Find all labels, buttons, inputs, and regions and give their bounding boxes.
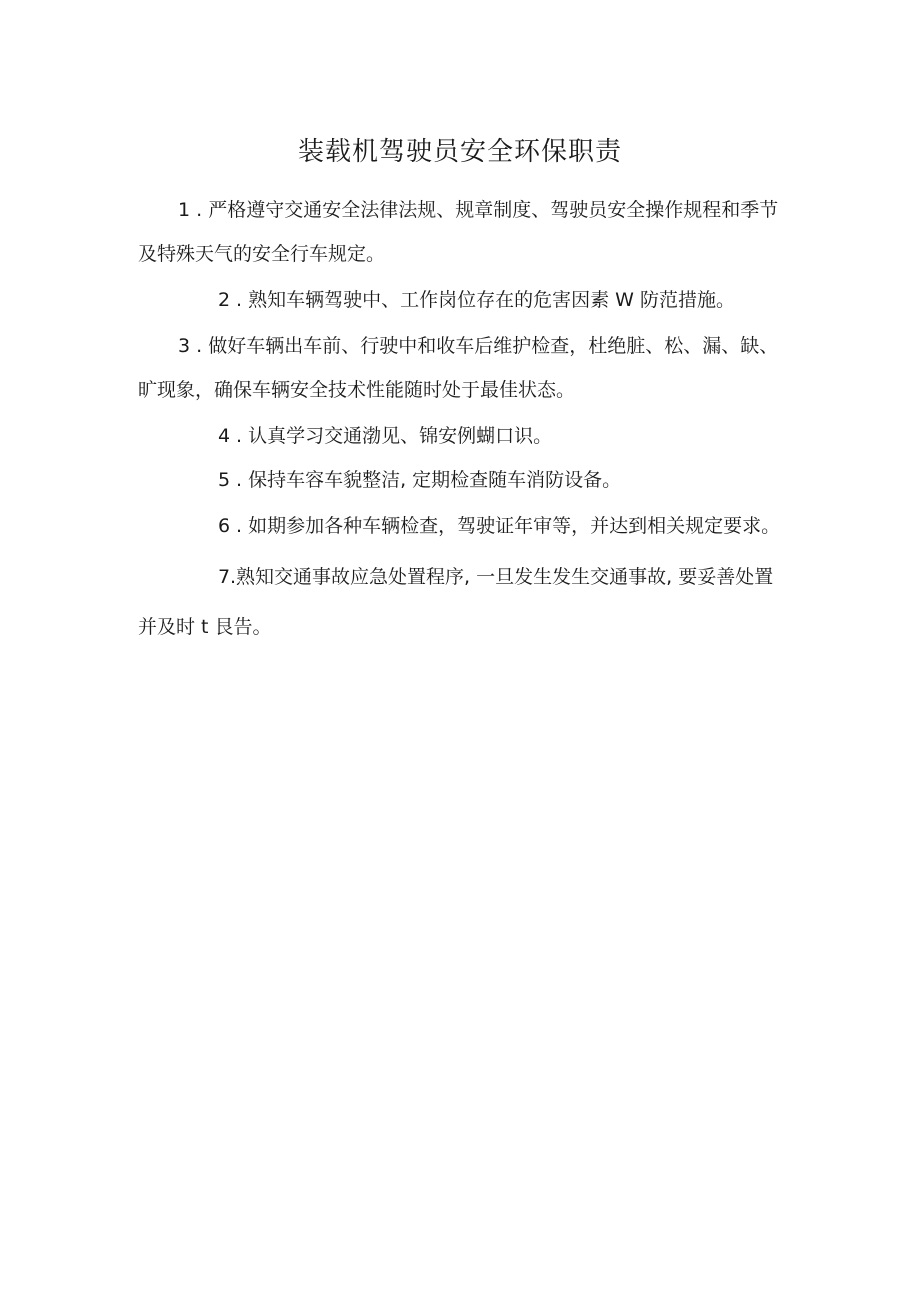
item-text: .熟知交通事故应急处置程序, 一旦发生发生交通事故, 要妥善处置并及时 t 艮告。 (138, 566, 774, 638)
item-text: . 保持车容车貌整洁, 定期检查随车消防设备。 (236, 469, 622, 491)
item-number: 3 (178, 335, 191, 357)
item-text: . 认真学习交通渤见、锦安例蝴口识。 (236, 425, 553, 447)
item-number: 5 (218, 469, 231, 491)
responsibility-list (138, 188, 786, 652)
list-item (138, 414, 786, 458)
item-number: 1 (178, 199, 191, 221)
list-item (138, 188, 786, 276)
list-item (138, 504, 786, 548)
list-item (138, 278, 786, 322)
item-number: 6 (218, 515, 231, 537)
list-item (138, 552, 786, 652)
item-number: 4 (218, 425, 231, 447)
list-item (138, 458, 786, 502)
item-number: 7 (218, 566, 231, 588)
item-text: . 熟知车辆驾驶中、工作岗位存在的危害因素 W 防范措施。 (236, 289, 735, 311)
item-number: 2 (218, 289, 231, 311)
list-item (138, 324, 786, 412)
item-text: . 严格遵守交通安全法律法规、规章制度、驾驶员安全操作规程和季节及特殊天气的安全行车规定。 (138, 199, 779, 265)
item-text: . 做好车辆出车前、行驶中和收车后维护检查，杜绝脏、松、漏、缺、旷现象，确保车辆安全技术性能随时处于最佳状态。 (138, 335, 779, 401)
item-text: . 如期参加各种车辆检查，驾驶证年审等，并达到相关规定要求。 (236, 515, 781, 537)
document-title: 装载机驾驶员安全环保职责 (297, 137, 622, 167)
